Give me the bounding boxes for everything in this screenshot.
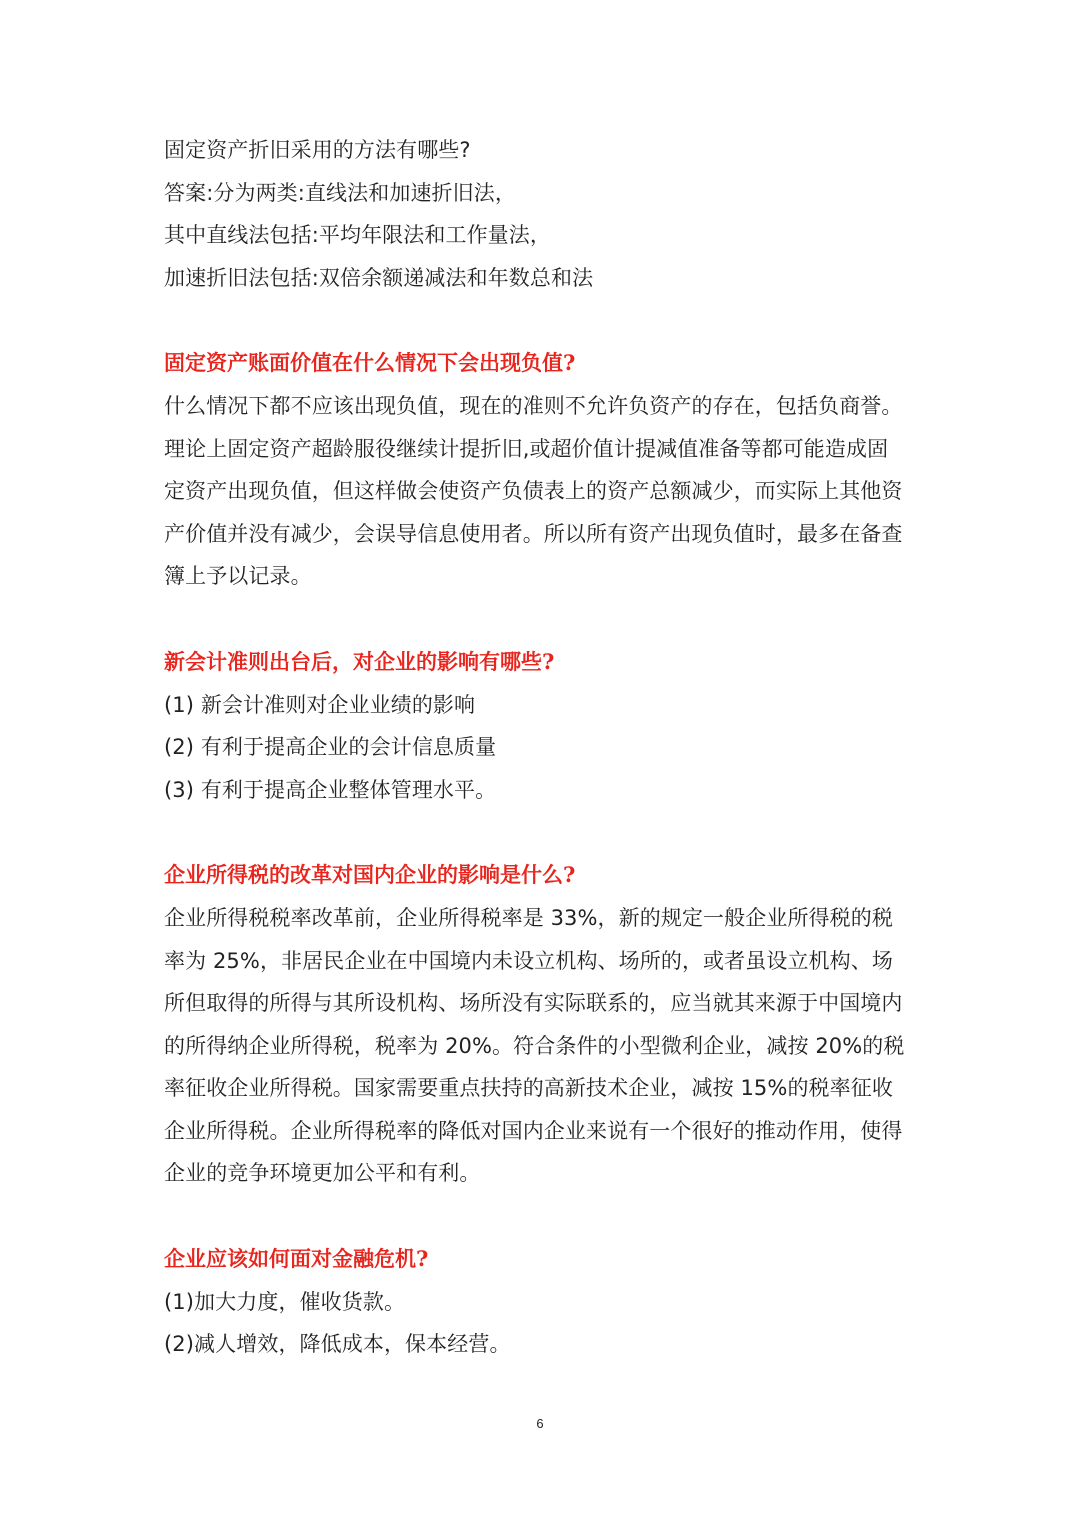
list-item: (1)加大力度，催收货款。 <box>164 1289 406 1314</box>
answer-line: 理论上固定资产超龄服役继续计提折旧,或超价值计提减值准备等都可能造成固 <box>164 436 889 461</box>
section-spacer <box>164 1195 920 1238</box>
answer-line: 率为 25%，非居民企业在中国境内未设立机构、场所的，或者虽设立机构、场 <box>164 948 893 973</box>
section-income-tax-reform <box>164 854 920 1195</box>
answer-line: 的所得纳企业所得税，税率为 20%。符合条件的小型微利企业，减按 20%的税 <box>164 1033 905 1058</box>
page-number: 6 <box>536 1416 544 1431</box>
question-depreciation-methods: 固定资产折旧采用的方法有哪些? <box>164 138 471 162</box>
question-heading: 固定资产账面价值在什么情况下会出现负值? <box>164 350 576 376</box>
section-depreciation-methods <box>164 129 920 299</box>
page-content <box>164 129 920 1366</box>
answer-line: 产价值并没有减少，会误导信息使用者。所以所有资产出现负值时，最多在备查 <box>164 521 903 546</box>
section-new-accounting-standards <box>164 641 920 811</box>
list-item: (2) 有利于提高企业的会计信息质量 <box>164 735 497 760</box>
answer-line: 加速折旧法包括:双倍余额递减法和年数总和法 <box>164 265 594 290</box>
answer-line: 其中直线法包括:平均年限法和工作量法， <box>164 223 551 248</box>
question-heading: 新会计准则出台后，对企业的影响有哪些? <box>164 648 555 674</box>
section-spacer <box>164 299 920 342</box>
answer-line: 企业所得税税率改革前，企业所得税率是 33%，新的规定一般企业所得税的税 <box>164 905 893 930</box>
list-item: (1) 新会计准则对企业业绩的影响 <box>164 692 476 717</box>
answer-line: 簿上予以记录。 <box>164 564 312 589</box>
answer-line: 什么情况下都不应该出现负值，现在的准则不允许负资产的存在，包括负商誉。 <box>164 393 903 418</box>
section-spacer <box>164 598 920 641</box>
section-negative-book-value <box>164 342 920 598</box>
answer-line: 答案:分为两类:直线法和加速折旧法， <box>164 180 516 205</box>
answer-line: 企业所得税。企业所得税率的降低对国内企业来说有一个很好的推动作用，使得 <box>164 1118 903 1143</box>
answer-line: 企业的竞争环境更加公平和有利。 <box>164 1161 481 1186</box>
answer-line: 定资产出现负值，但这样做会使资产负债表上的资产总额减少，而实际上其他资 <box>164 479 903 504</box>
section-spacer <box>164 811 920 854</box>
section-financial-crisis <box>164 1238 920 1366</box>
answer-line: 所但取得的所得与其所设机构、场所没有实际联系的，应当就其来源于中国境内 <box>164 991 903 1016</box>
list-item: (3) 有利于提高企业整体管理水平。 <box>164 777 497 802</box>
answer-line: 率征收企业所得税。国家需要重点扶持的高新技术企业，减按 15%的税率征收 <box>164 1076 893 1101</box>
list-item: (2)减人增效，降低成本，保本经营。 <box>164 1332 511 1357</box>
question-heading: 企业应该如何面对金融危机? <box>164 1246 429 1272</box>
question-heading: 企业所得税的改革对国内企业的影响是什么? <box>164 862 576 888</box>
